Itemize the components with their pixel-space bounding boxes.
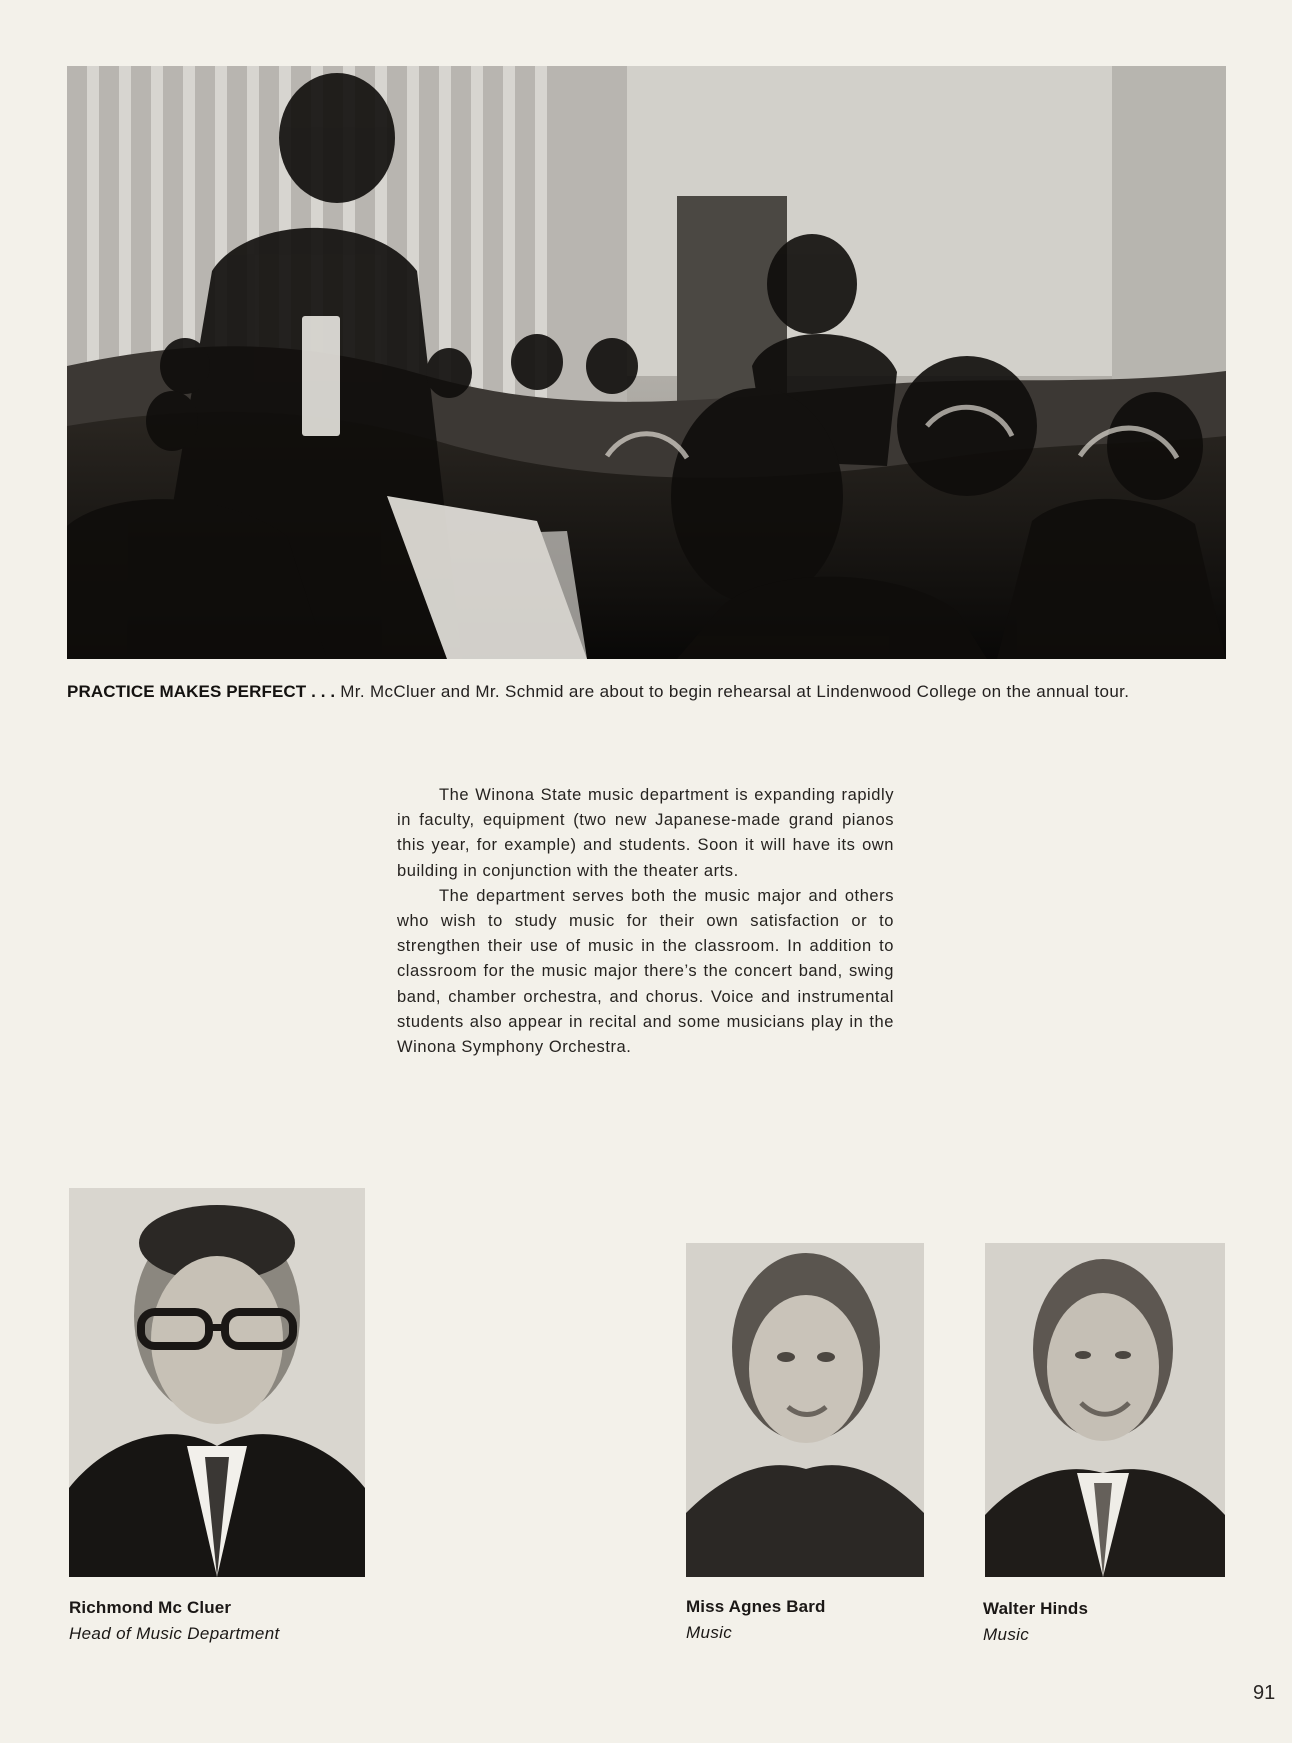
page-number: 91 <box>1253 1682 1276 1704</box>
faculty-name: Miss Agnes Bard <box>686 1597 826 1616</box>
caption-headline: PRACTICE MAKES PERFECT . . . <box>67 682 336 701</box>
description-paragraph-2: The department serves both the music major and others who wish to study music for their own satisfaction or to strengthen their use of music in the classroom. In addition to classroom for the music major there’s the concert band, swing band, chamber orchestra, and chorus. Voice and instrumental students also appear in recital and some musicians play in the Winona Symphony Orchestra. <box>397 886 894 1057</box>
faculty-name: Richmond Mc Cluer <box>69 1598 232 1617</box>
faculty-caption-agnes-bard <box>686 1594 826 1646</box>
miss-agnes-bard-portrait <box>686 1243 924 1577</box>
faculty-name: Walter Hinds <box>983 1599 1089 1618</box>
faculty-title: Head of Music Department <box>69 1624 280 1643</box>
faculty-title: Music <box>983 1625 1030 1644</box>
faculty-title: Music <box>686 1623 733 1642</box>
caption-text: Mr. McCluer and Mr. Schmid are about to begin rehearsal at Lindenwood College on the annual tour. <box>340 682 1130 701</box>
richmond-mc-cluer-portrait <box>69 1188 365 1577</box>
walter-hinds-portrait <box>985 1243 1225 1577</box>
faculty-caption-walter-hinds <box>983 1596 1088 1648</box>
description-paragraph-1: The Winona State music department is expanding rapidly in faculty, equipment (two new Japanese-made grand pianos this year, for example) and students. Soon it will have its own building in conjunction with the theater arts. <box>397 786 894 880</box>
photo-caption <box>67 677 1177 706</box>
rehearsal-photo <box>67 66 1226 659</box>
department-description <box>397 783 894 1060</box>
faculty-caption-richmond-mc-cluer <box>69 1595 280 1647</box>
